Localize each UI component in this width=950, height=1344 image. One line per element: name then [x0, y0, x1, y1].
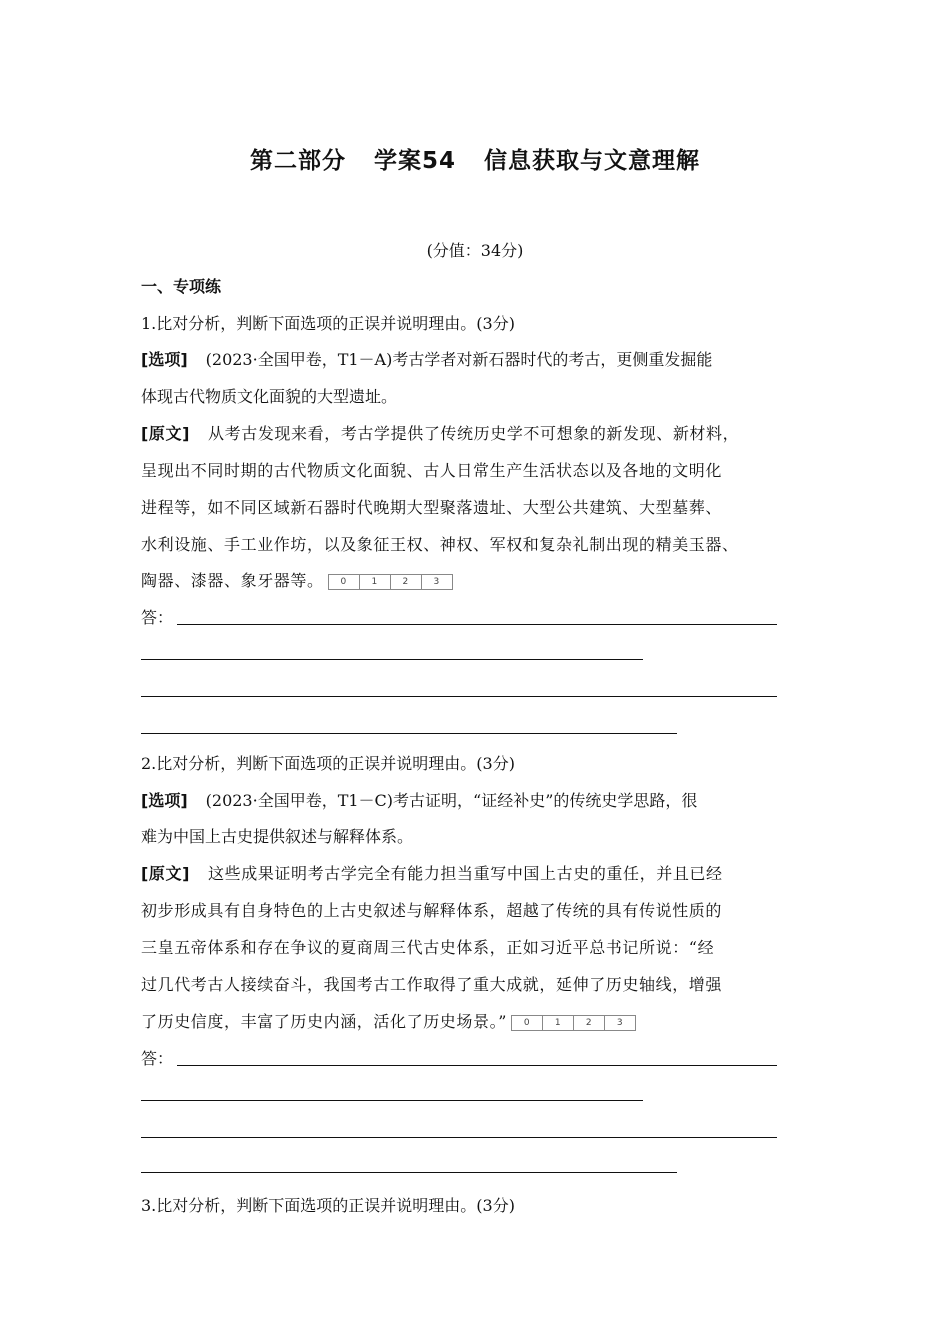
question-1-option-line-2: 体现古代物质文化面貌的大型遗址。 [141, 387, 398, 406]
score-mark-0[interactable]: 0 [329, 575, 360, 589]
title-part: 第二部分 [249, 148, 346, 174]
question-3-stem: 3.比对分析，判断下面选项的正误并说明理由。(3分) [141, 1196, 515, 1215]
source-text: 了历史信度，丰富了历史内涵，活化了历史场景。” [141, 1012, 507, 1031]
source-label: [原文] [141, 424, 191, 443]
title-case: 学案54 [373, 148, 456, 174]
question-1-stem: 1.比对分析，判断下面选项的正误并说明理由。(3分) [141, 314, 515, 333]
question-2-stem: 2.比对分析，判断下面选项的正误并说明理由。(3分) [141, 754, 515, 773]
question-1-option-line-1 [141, 347, 712, 370]
score-mark-1[interactable]: 1 [543, 1016, 574, 1030]
question-1-source-line-2: 呈现出不同时期的古代物质文化面貌、古人日常生产生活状态以及各地的文明化 [141, 461, 723, 480]
score-mark-0[interactable]: 0 [512, 1016, 543, 1030]
option-text: (2023·全国甲卷，T1－C)考古证明，“证经补史”的传统史学思路，很 [205, 791, 698, 810]
question-2-option-line-2: 难为中国上古史提供叙述与解释体系。 [141, 827, 414, 846]
question-1-source-line-3: 进程等，如不同区域新石器时代晚期大型聚落遗址、大型公共建筑、大型墓葬、 [141, 498, 723, 517]
score-note: (分值：34分) [426, 241, 524, 260]
question-2-option-line-1 [141, 788, 697, 811]
score-box[interactable] [328, 574, 453, 590]
source-text: 从考古发现来看，考古学提供了传统历史学不可想象的新发现、新材料， [208, 424, 740, 443]
question-2-source-line-5 [141, 1009, 636, 1032]
score-mark-3[interactable]: 3 [433, 576, 440, 587]
question-2-source-line-2: 初步形成具有自身特色的上古史叙述与解释体系，超越了传统的具有传说性质的 [141, 901, 723, 920]
answer-line[interactable] [141, 1100, 643, 1101]
option-label: [选项] [141, 791, 188, 810]
question-1-source-line-1 [141, 421, 739, 444]
question-2-source-line-4: 过几代考古人接续奋斗，我国考古工作取得了重大成就，延伸了历史轴线，增强 [141, 975, 723, 994]
question-2-source-line-1 [141, 861, 723, 884]
score-mark-3[interactable]: 3 [616, 1017, 624, 1028]
source-label: [原文] [141, 864, 191, 883]
answer-line[interactable] [141, 1172, 677, 1173]
score-mark-2[interactable]: 2 [391, 575, 422, 589]
option-text: (2023·全国甲卷，T1－A)考古学者对新石器时代的考古，更侧重发掘能 [205, 350, 713, 369]
answer-line[interactable] [177, 1065, 777, 1066]
page-title [0, 142, 950, 175]
question-1-source-line-5 [141, 568, 453, 591]
option-label: [选项] [141, 350, 188, 369]
source-text: 陶器、漆器、象牙器等。 [141, 571, 324, 590]
score-mark-2[interactable]: 2 [574, 1016, 605, 1030]
answer-line[interactable] [141, 733, 677, 734]
answer-line[interactable] [141, 696, 777, 697]
answer-line[interactable] [177, 624, 777, 625]
source-text: 这些成果证明考古学完全有能力担当重写中国上古史的重任，并且已经 [208, 864, 723, 883]
score-box[interactable] [511, 1015, 636, 1031]
answer-line[interactable] [141, 1137, 777, 1138]
score-mark-1[interactable]: 1 [360, 575, 391, 589]
answer-label: 答： [141, 1049, 174, 1068]
question-2-source-line-3: 三皇五帝体系和存在争议的夏商周三代古史体系，正如习近平总书记所说：“经 [141, 938, 715, 957]
title-topic: 信息获取与文意理解 [484, 148, 700, 174]
section-heading: 一、专项练 [141, 277, 222, 296]
answer-line[interactable] [141, 659, 643, 660]
answer-label: 答： [141, 608, 174, 627]
question-1-source-line-4: 水利设施、手工业作坊，以及象征王权、神权、军权和复杂礼制出现的精美玉器、 [141, 535, 739, 554]
